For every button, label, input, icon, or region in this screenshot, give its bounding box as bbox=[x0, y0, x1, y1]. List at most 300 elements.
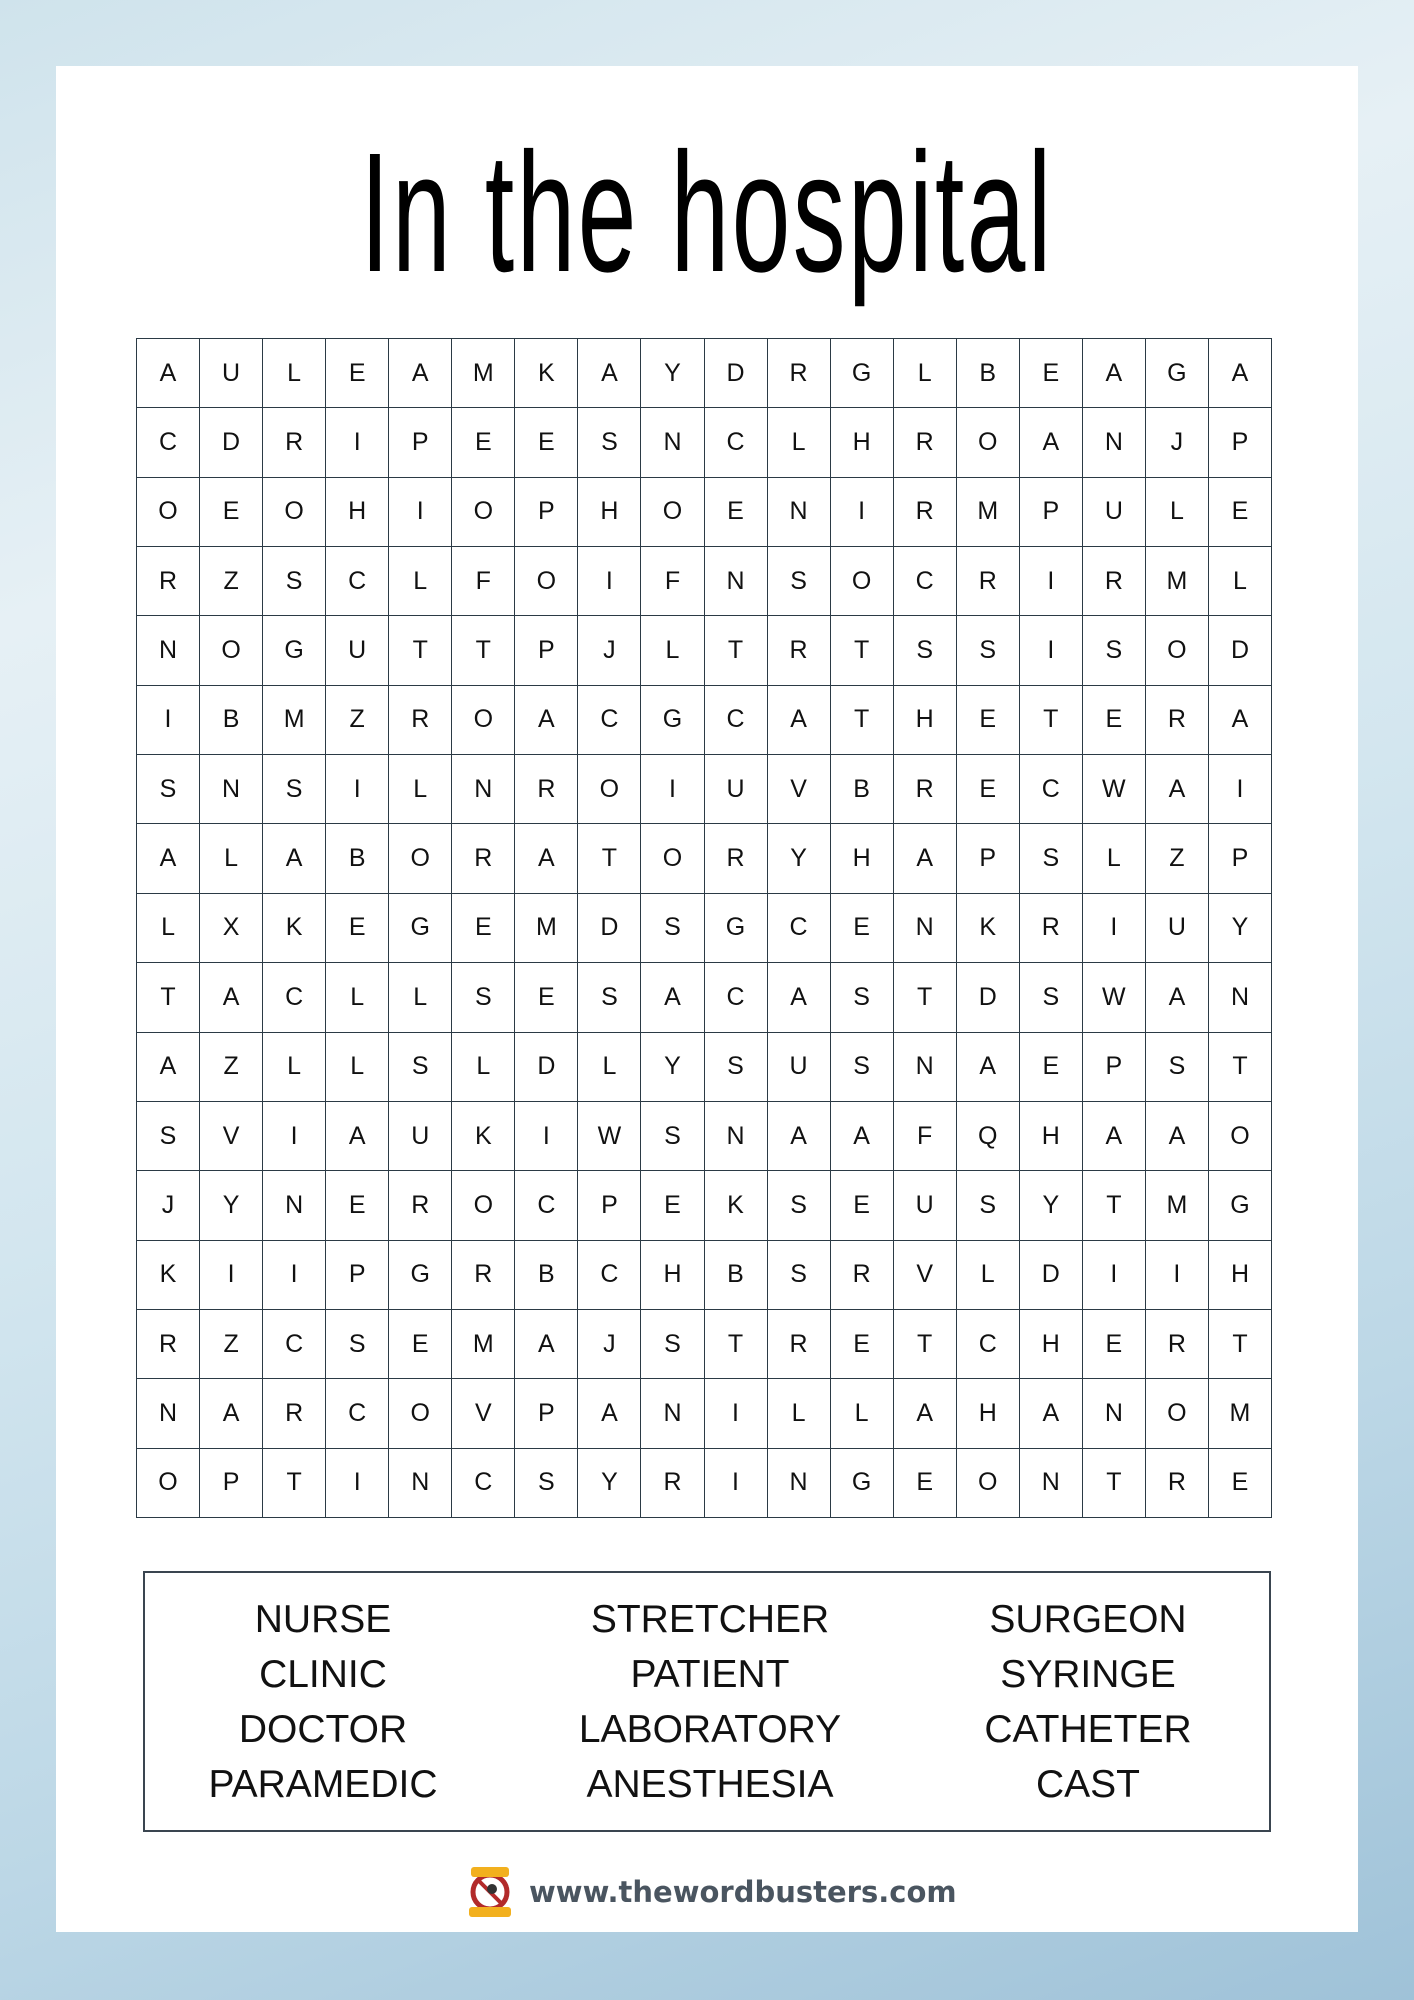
grid-cell: A bbox=[1146, 755, 1209, 824]
footer bbox=[465, 1865, 957, 1919]
grid-cell: G bbox=[705, 894, 768, 963]
grid-cell: E bbox=[1020, 1033, 1083, 1102]
grid-cell: R bbox=[894, 478, 957, 547]
grid-cell: A bbox=[263, 824, 326, 893]
grid-cell: D bbox=[705, 339, 768, 408]
word-list-item: PARAMEDIC bbox=[208, 1763, 438, 1806]
grid-cell: M bbox=[1209, 1379, 1272, 1448]
grid-cell: L bbox=[326, 1033, 389, 1102]
grid-cell: I bbox=[1020, 547, 1083, 616]
grid-cell: E bbox=[831, 1310, 894, 1379]
grid-cell: S bbox=[1020, 824, 1083, 893]
grid-cell: U bbox=[705, 755, 768, 824]
grid-cell: O bbox=[641, 478, 704, 547]
grid-cell: R bbox=[894, 755, 957, 824]
grid-cell: O bbox=[452, 1171, 515, 1240]
grid-cell: I bbox=[1083, 1241, 1146, 1310]
grid-cell: S bbox=[389, 1033, 452, 1102]
grid-cell: G bbox=[1146, 339, 1209, 408]
grid-cell: I bbox=[831, 478, 894, 547]
grid-cell: A bbox=[957, 1033, 1020, 1102]
grid-cell: M bbox=[957, 478, 1020, 547]
grid-cell: R bbox=[768, 339, 831, 408]
grid-cell: I bbox=[641, 755, 704, 824]
grid-cell: O bbox=[957, 1449, 1020, 1518]
grid-cell: B bbox=[515, 1241, 578, 1310]
grid-cell: J bbox=[578, 1310, 641, 1379]
grid-cell: S bbox=[768, 1241, 831, 1310]
grid-cell: X bbox=[200, 894, 263, 963]
grid-cell: C bbox=[957, 1310, 1020, 1379]
grid-cell: P bbox=[578, 1171, 641, 1240]
grid-cell: O bbox=[200, 616, 263, 685]
word-list-item: DOCTOR bbox=[238, 1708, 408, 1751]
grid-cell: E bbox=[515, 963, 578, 1032]
grid-cell: S bbox=[326, 1310, 389, 1379]
grid-cell: I bbox=[1146, 1241, 1209, 1310]
grid-cell: O bbox=[137, 1449, 200, 1518]
grid-cell: A bbox=[578, 1379, 641, 1448]
grid-cell: C bbox=[894, 547, 957, 616]
grid-cell: I bbox=[389, 478, 452, 547]
grid-cell: P bbox=[957, 824, 1020, 893]
grid-cell: R bbox=[1083, 547, 1146, 616]
grid-cell: G bbox=[263, 616, 326, 685]
grid-cell: N bbox=[768, 478, 831, 547]
grid-cell: A bbox=[578, 339, 641, 408]
grid-cell: U bbox=[768, 1033, 831, 1102]
grid-cell: L bbox=[263, 1033, 326, 1102]
grid-cell: E bbox=[326, 1171, 389, 1240]
grid-cell: M bbox=[1146, 547, 1209, 616]
grid-cell: L bbox=[578, 1033, 641, 1102]
grid-cell: U bbox=[200, 339, 263, 408]
grid-cell: A bbox=[1146, 963, 1209, 1032]
grid-cell: G bbox=[641, 686, 704, 755]
grid-cell: T bbox=[1209, 1033, 1272, 1102]
grid-cell: A bbox=[768, 1102, 831, 1171]
grid-cell: A bbox=[137, 1033, 200, 1102]
word-list-item: STRETCHER bbox=[590, 1598, 830, 1641]
grid-cell: A bbox=[515, 1310, 578, 1379]
grid-cell: E bbox=[831, 894, 894, 963]
grid-cell: A bbox=[1083, 339, 1146, 408]
grid-cell: C bbox=[137, 408, 200, 477]
grid-cell: O bbox=[831, 547, 894, 616]
grid-cell: R bbox=[263, 408, 326, 477]
grid-cell: I bbox=[578, 547, 641, 616]
grid-cell: N bbox=[200, 755, 263, 824]
grid-cell: C bbox=[1020, 755, 1083, 824]
grid-cell: V bbox=[452, 1379, 515, 1448]
grid-cell: C bbox=[263, 963, 326, 1032]
grid-cell: B bbox=[200, 686, 263, 755]
grid-cell: W bbox=[578, 1102, 641, 1171]
grid-cell: R bbox=[1146, 1310, 1209, 1379]
grid-cell: J bbox=[1146, 408, 1209, 477]
grid-cell: W bbox=[1083, 963, 1146, 1032]
grid-cell: O bbox=[389, 1379, 452, 1448]
website-link[interactable]: www.thewordbusters.com bbox=[529, 1875, 957, 1909]
grid-cell: L bbox=[1083, 824, 1146, 893]
grid-cell: T bbox=[452, 616, 515, 685]
grid-cell: E bbox=[326, 894, 389, 963]
grid-cell: E bbox=[641, 1171, 704, 1240]
grid-cell: L bbox=[389, 755, 452, 824]
grid-cell: S bbox=[578, 408, 641, 477]
grid-cell: Y bbox=[641, 339, 704, 408]
grid-cell: E bbox=[1020, 339, 1083, 408]
grid-cell: D bbox=[1020, 1241, 1083, 1310]
grid-cell: T bbox=[263, 1449, 326, 1518]
grid-cell: S bbox=[1146, 1033, 1209, 1102]
grid-cell: K bbox=[957, 894, 1020, 963]
grid-cell: I bbox=[1020, 616, 1083, 685]
grid-cell: S bbox=[1083, 616, 1146, 685]
grid-cell: R bbox=[768, 1310, 831, 1379]
grid-cell: S bbox=[831, 1033, 894, 1102]
grid-cell: T bbox=[894, 963, 957, 1032]
grid-cell: A bbox=[515, 686, 578, 755]
grid-cell: G bbox=[389, 1241, 452, 1310]
grid-cell: I bbox=[326, 1449, 389, 1518]
grid-cell: T bbox=[1209, 1310, 1272, 1379]
grid-cell: A bbox=[389, 339, 452, 408]
grid-cell: D bbox=[578, 894, 641, 963]
grid-cell: W bbox=[1083, 755, 1146, 824]
grid-cell: R bbox=[515, 755, 578, 824]
grid-cell: I bbox=[326, 755, 389, 824]
grid-cell: S bbox=[705, 1033, 768, 1102]
grid-cell: N bbox=[768, 1449, 831, 1518]
grid-cell: P bbox=[326, 1241, 389, 1310]
grid-cell: F bbox=[452, 547, 515, 616]
grid-cell: H bbox=[831, 824, 894, 893]
grid-cell: G bbox=[831, 339, 894, 408]
grid-cell: B bbox=[831, 755, 894, 824]
grid-cell: K bbox=[452, 1102, 515, 1171]
grid-cell: N bbox=[1209, 963, 1272, 1032]
grid-cell: S bbox=[137, 1102, 200, 1171]
word-list-item: SYRINGE bbox=[1000, 1653, 1176, 1696]
grid-cell: C bbox=[705, 686, 768, 755]
grid-cell: L bbox=[389, 547, 452, 616]
grid-cell: O bbox=[515, 547, 578, 616]
grid-cell: K bbox=[515, 339, 578, 408]
grid-cell: S bbox=[263, 755, 326, 824]
grid-cell: R bbox=[641, 1449, 704, 1518]
grid-cell: M bbox=[452, 339, 515, 408]
grid-cell: I bbox=[1209, 755, 1272, 824]
grid-cell: H bbox=[957, 1379, 1020, 1448]
grid-cell: S bbox=[641, 894, 704, 963]
grid-cell: H bbox=[831, 408, 894, 477]
grid-cell: A bbox=[894, 1379, 957, 1448]
grid-cell: J bbox=[137, 1171, 200, 1240]
word-list-item: PATIENT bbox=[630, 1653, 790, 1696]
grid-cell: O bbox=[578, 755, 641, 824]
grid-cell: I bbox=[137, 686, 200, 755]
grid-cell: U bbox=[894, 1171, 957, 1240]
grid-cell: R bbox=[452, 1241, 515, 1310]
grid-cell: S bbox=[957, 1171, 1020, 1240]
grid-cell: M bbox=[452, 1310, 515, 1379]
grid-cell: K bbox=[137, 1241, 200, 1310]
grid-cell: O bbox=[641, 824, 704, 893]
grid-cell: N bbox=[389, 1449, 452, 1518]
grid-cell: O bbox=[1209, 1102, 1272, 1171]
word-list-item: LABORATORY bbox=[578, 1708, 842, 1751]
grid-cell: T bbox=[831, 616, 894, 685]
grid-cell: U bbox=[1083, 478, 1146, 547]
grid-cell: T bbox=[1020, 686, 1083, 755]
grid-cell: P bbox=[515, 616, 578, 685]
grid-cell: L bbox=[389, 963, 452, 1032]
grid-cell: O bbox=[137, 478, 200, 547]
grid-cell: A bbox=[1146, 1102, 1209, 1171]
word-list-item: NURSE bbox=[254, 1598, 392, 1641]
grid-cell: E bbox=[452, 408, 515, 477]
grid-cell: B bbox=[705, 1241, 768, 1310]
grid-cell: L bbox=[831, 1379, 894, 1448]
grid-cell: T bbox=[894, 1310, 957, 1379]
grid-cell: T bbox=[705, 1310, 768, 1379]
grid-cell: E bbox=[1209, 478, 1272, 547]
grid-cell: E bbox=[515, 408, 578, 477]
grid-cell: N bbox=[641, 1379, 704, 1448]
grid-cell: R bbox=[768, 616, 831, 685]
grid-cell: N bbox=[894, 1033, 957, 1102]
grid-cell: V bbox=[894, 1241, 957, 1310]
grid-cell: Y bbox=[578, 1449, 641, 1518]
grid-cell: L bbox=[263, 339, 326, 408]
grid-cell: N bbox=[894, 894, 957, 963]
grid-cell: S bbox=[768, 547, 831, 616]
grid-cell: S bbox=[1020, 963, 1083, 1032]
grid-cell: S bbox=[894, 616, 957, 685]
grid-cell: L bbox=[326, 963, 389, 1032]
grid-cell: I bbox=[326, 408, 389, 477]
grid-cell: I bbox=[263, 1241, 326, 1310]
grid-cell: O bbox=[263, 478, 326, 547]
grid-cell: Z bbox=[1146, 824, 1209, 893]
grid-cell: C bbox=[578, 1241, 641, 1310]
grid-cell: R bbox=[137, 547, 200, 616]
grid-cell: A bbox=[768, 686, 831, 755]
grid-cell: E bbox=[200, 478, 263, 547]
grid-cell: S bbox=[515, 1449, 578, 1518]
grid-cell: Z bbox=[200, 547, 263, 616]
grid-cell: V bbox=[200, 1102, 263, 1171]
grid-cell: C bbox=[326, 1379, 389, 1448]
grid-cell: N bbox=[1083, 408, 1146, 477]
grid-cell: L bbox=[768, 408, 831, 477]
grid-cell: A bbox=[137, 339, 200, 408]
grid-cell: N bbox=[705, 1102, 768, 1171]
grid-cell: M bbox=[263, 686, 326, 755]
grid-cell: R bbox=[1146, 686, 1209, 755]
grid-cell: C bbox=[326, 547, 389, 616]
grid-cell: P bbox=[1083, 1033, 1146, 1102]
grid-cell: C bbox=[452, 1449, 515, 1518]
word-list-item: ANESTHESIA bbox=[586, 1763, 834, 1806]
grid-cell: O bbox=[452, 686, 515, 755]
grid-cell: H bbox=[1209, 1241, 1272, 1310]
grid-cell: S bbox=[957, 616, 1020, 685]
grid-cell: R bbox=[452, 824, 515, 893]
grid-cell: I bbox=[1083, 894, 1146, 963]
word-list-item: SURGEON bbox=[989, 1598, 1187, 1641]
grid-cell: J bbox=[578, 616, 641, 685]
grid-cell: S bbox=[831, 963, 894, 1032]
grid-cell: A bbox=[326, 1102, 389, 1171]
grid-cell: H bbox=[1020, 1310, 1083, 1379]
grid-cell: P bbox=[200, 1449, 263, 1518]
grid-cell: N bbox=[705, 547, 768, 616]
grid-cell: C bbox=[705, 963, 768, 1032]
grid-cell: T bbox=[389, 616, 452, 685]
grid-cell: Q bbox=[957, 1102, 1020, 1171]
grid-cell: S bbox=[641, 1310, 704, 1379]
grid-cell: D bbox=[200, 408, 263, 477]
grid-cell: V bbox=[768, 755, 831, 824]
grid-cell: T bbox=[1083, 1449, 1146, 1518]
grid-cell: C bbox=[515, 1171, 578, 1240]
grid-cell: B bbox=[957, 339, 1020, 408]
grid-cell: A bbox=[200, 1379, 263, 1448]
grid-cell: D bbox=[515, 1033, 578, 1102]
grid-cell: C bbox=[578, 686, 641, 755]
grid-cell: H bbox=[578, 478, 641, 547]
grid-cell: E bbox=[894, 1449, 957, 1518]
grid-cell: N bbox=[452, 755, 515, 824]
grid-cell: L bbox=[452, 1033, 515, 1102]
grid-cell: L bbox=[957, 1241, 1020, 1310]
grid-cell: H bbox=[641, 1241, 704, 1310]
wordbusters-logo bbox=[465, 1865, 515, 1919]
grid-cell: I bbox=[705, 1449, 768, 1518]
grid-cell: F bbox=[641, 547, 704, 616]
grid-cell: N bbox=[137, 1379, 200, 1448]
grid-cell: T bbox=[705, 616, 768, 685]
grid-cell: S bbox=[263, 547, 326, 616]
grid-cell: A bbox=[1020, 1379, 1083, 1448]
word-list-item: CAST bbox=[1035, 1763, 1141, 1806]
grid-cell: L bbox=[1209, 547, 1272, 616]
grid-cell: A bbox=[1209, 339, 1272, 408]
grid-cell: M bbox=[1146, 1171, 1209, 1240]
grid-cell: A bbox=[894, 824, 957, 893]
grid-cell: E bbox=[326, 339, 389, 408]
grid-cell: R bbox=[1020, 894, 1083, 963]
grid-cell: B bbox=[326, 824, 389, 893]
grid-cell: T bbox=[137, 963, 200, 1032]
grid-cell: A bbox=[1083, 1102, 1146, 1171]
grid-cell: P bbox=[1209, 408, 1272, 477]
grid-cell: E bbox=[1083, 1310, 1146, 1379]
grid-cell: A bbox=[137, 824, 200, 893]
grid-cell: H bbox=[326, 478, 389, 547]
grid-cell: S bbox=[137, 755, 200, 824]
grid-cell: S bbox=[641, 1102, 704, 1171]
grid-cell: O bbox=[1146, 616, 1209, 685]
word-list-item: CATHETER bbox=[984, 1708, 1192, 1751]
grid-cell: S bbox=[452, 963, 515, 1032]
grid-cell: G bbox=[831, 1449, 894, 1518]
grid-cell: I bbox=[200, 1241, 263, 1310]
grid-cell: H bbox=[1020, 1102, 1083, 1171]
grid-cell: T bbox=[578, 824, 641, 893]
grid-cell: T bbox=[1083, 1171, 1146, 1240]
grid-cell: N bbox=[1083, 1379, 1146, 1448]
grid-cell: I bbox=[705, 1379, 768, 1448]
grid-cell: Z bbox=[326, 686, 389, 755]
grid-cell: S bbox=[578, 963, 641, 1032]
grid-cell: U bbox=[1146, 894, 1209, 963]
grid-cell: L bbox=[200, 824, 263, 893]
grid-cell: R bbox=[389, 1171, 452, 1240]
grid-cell: E bbox=[389, 1310, 452, 1379]
grid-cell: E bbox=[957, 686, 1020, 755]
grid-cell: U bbox=[326, 616, 389, 685]
grid-cell: R bbox=[957, 547, 1020, 616]
grid-cell: O bbox=[1146, 1379, 1209, 1448]
grid-cell: E bbox=[452, 894, 515, 963]
grid-cell: C bbox=[263, 1310, 326, 1379]
grid-cell: N bbox=[137, 616, 200, 685]
grid-cell: M bbox=[515, 894, 578, 963]
grid-cell: A bbox=[641, 963, 704, 1032]
grid-cell: P bbox=[1209, 824, 1272, 893]
grid-cell: N bbox=[1020, 1449, 1083, 1518]
grid-cell: H bbox=[894, 686, 957, 755]
grid-cell: I bbox=[263, 1102, 326, 1171]
grid-cell: D bbox=[1209, 616, 1272, 685]
grid-cell: O bbox=[389, 824, 452, 893]
grid-cell: C bbox=[705, 408, 768, 477]
grid-cell: R bbox=[389, 686, 452, 755]
grid-cell: P bbox=[515, 1379, 578, 1448]
grid-cell: I bbox=[515, 1102, 578, 1171]
grid-cell: E bbox=[831, 1171, 894, 1240]
grid-cell: N bbox=[263, 1171, 326, 1240]
grid-cell: A bbox=[768, 963, 831, 1032]
word-list-item: CLINIC bbox=[259, 1653, 387, 1696]
grid-cell: E bbox=[1083, 686, 1146, 755]
grid-cell: P bbox=[1020, 478, 1083, 547]
word-list-box bbox=[143, 1571, 1271, 1832]
grid-cell: Z bbox=[200, 1033, 263, 1102]
grid-cell: S bbox=[768, 1171, 831, 1240]
grid-cell: A bbox=[200, 963, 263, 1032]
grid-cell: A bbox=[1020, 408, 1083, 477]
grid-cell: R bbox=[137, 1310, 200, 1379]
letter-grid bbox=[136, 338, 1272, 1518]
grid-cell: D bbox=[957, 963, 1020, 1032]
grid-cell: R bbox=[894, 408, 957, 477]
grid-cell: L bbox=[1146, 478, 1209, 547]
grid-cell: A bbox=[515, 824, 578, 893]
page-title: In the hospital bbox=[360, 118, 1054, 308]
grid-cell: R bbox=[705, 824, 768, 893]
grid-cell: E bbox=[1209, 1449, 1272, 1518]
grid-cell: P bbox=[515, 478, 578, 547]
grid-cell: R bbox=[831, 1241, 894, 1310]
grid-cell: R bbox=[1146, 1449, 1209, 1518]
grid-cell: Y bbox=[641, 1033, 704, 1102]
grid-cell: L bbox=[641, 616, 704, 685]
grid-cell: A bbox=[1209, 686, 1272, 755]
